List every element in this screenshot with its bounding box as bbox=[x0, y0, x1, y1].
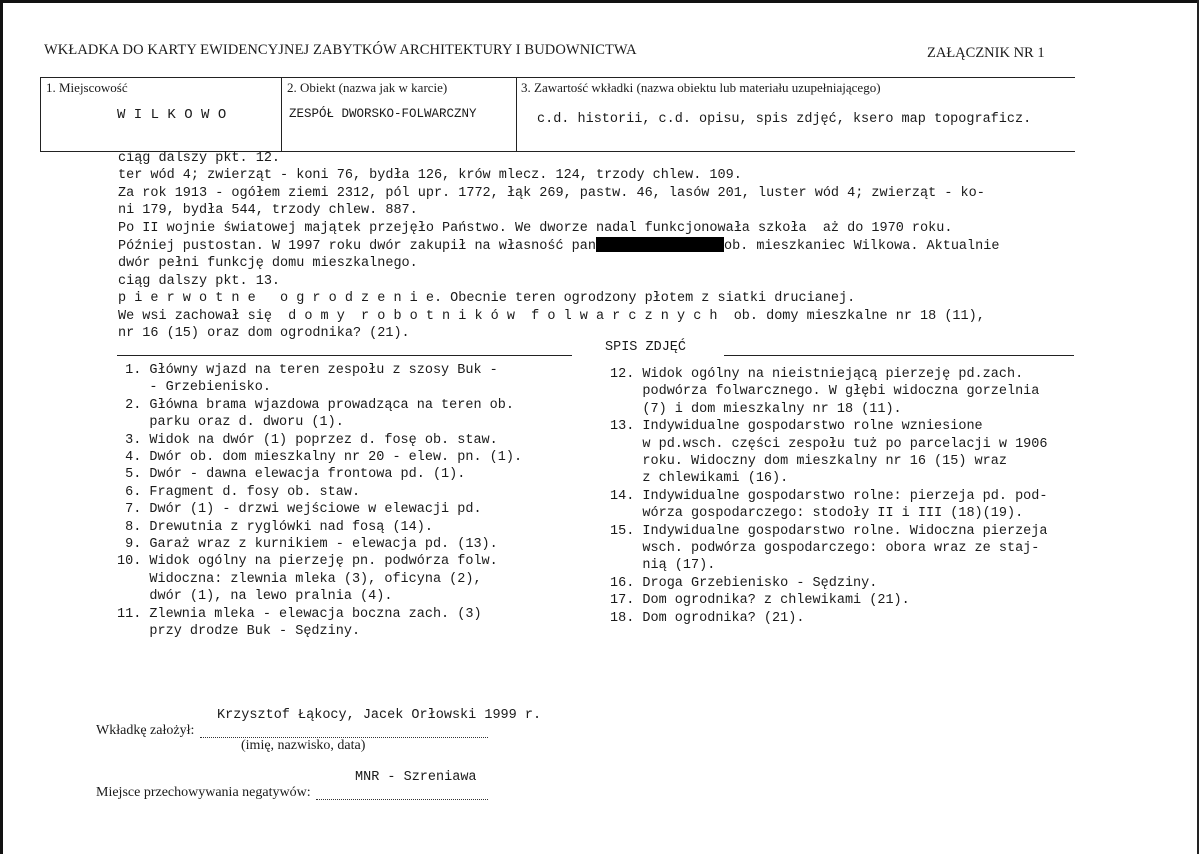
photo-list-item: 14. Indywidualne gospodarstwo rolne: pierzeja pd. pod- bbox=[610, 488, 1048, 504]
text-line: ter wód 4; zwierząt - koni 76, bydła 126, krów mlecz. 124, trzody chlew. 109. bbox=[118, 168, 742, 184]
photo-list-item: parku oraz d. dworu (1). bbox=[117, 415, 344, 431]
table-top-line bbox=[40, 77, 1075, 78]
photo-list-item: 18. Dom ogrodnika? (21). bbox=[610, 610, 805, 626]
photo-list-item: - Grzebienisko. bbox=[117, 380, 271, 396]
redaction-box bbox=[596, 237, 724, 252]
storage-line bbox=[316, 799, 488, 800]
photo-list-item: przy drodze Buk - Sędziny. bbox=[117, 624, 361, 640]
photo-list-item: 5. Dwór - dawna elewacja frontowa pd. (1). bbox=[117, 467, 466, 483]
label-contents: 3. Zawartość wkładki (nazwa obiektu lub materiału uzupełniającego) bbox=[521, 80, 881, 95]
photo-list-item: 2. Główna brama wjazdowa prowadząca na teren ob. bbox=[117, 397, 514, 413]
text-line: dwór pełni funkcję domu mieszkalnego. bbox=[118, 256, 418, 272]
photo-list-item: 13. Indywidualne gospodarstwo rolne wzniesione bbox=[610, 419, 983, 435]
photo-list-item: 4. Dwór ob. dom mieszkalny nr 20 - elew. pn. (1). bbox=[117, 450, 523, 466]
photo-list-item: (7) i dom mieszkalny nr 18 (11). bbox=[610, 401, 902, 417]
text-line: Po II wojnie światowej majątek przejęło Państwo. We dworze nadal funkcjonowała szkoła aż do 1970 roku. bbox=[118, 220, 953, 236]
photo-list-item: 11. Zlewnia mleka - elewacja boczna zach. (3) bbox=[117, 606, 482, 622]
label-object: 2. Obiekt (nazwa jak w karcie) bbox=[287, 80, 448, 95]
photo-list-item: 12. Widok ogólny na nieistniejącą pierzeję pd.zach. bbox=[610, 367, 1024, 382]
spis-divider-left bbox=[117, 355, 572, 356]
text-line: Za rok 1913 - ogółem ziemi 2312, pól upr. 1772, łąk 269, pastw. 46, lasów 201, luster wód 4; zwierząt - ko- bbox=[118, 185, 985, 201]
text-line-with-redaction bbox=[118, 237, 999, 255]
photo-list-item: podwórza folwarcznego. W głębi widoczna gorzelnia bbox=[610, 384, 1040, 400]
storage-value: MNR - Szreniawa bbox=[355, 770, 477, 785]
photo-list-item: 1. Główny wjazd na teren zespołu z szosy Buk - bbox=[117, 363, 498, 378]
table-divider-1 bbox=[281, 77, 282, 152]
photo-list-item: z chlewikami (16). bbox=[610, 471, 789, 487]
photo-list-item: 10. Widok ogólny na pierzeję pn. podwórza folw. bbox=[117, 554, 498, 570]
scan-border-top bbox=[0, 0, 1199, 3]
value-locality: W I L K O W O bbox=[117, 107, 227, 123]
text-line: We wsi zachował się d o m y r o b o t n i k ó w f o l w a r c z n y c h ob. domy mieszkalne nr 18 (11), bbox=[118, 308, 985, 324]
storage-label: Miejsce przechowywania negatywów: bbox=[96, 785, 311, 800]
text-line: p i e r w o t n e o g r o d z e n i e. Obecnie teren ogrodzony płotem z siatki drucianej. bbox=[118, 291, 856, 307]
photo-list-item: w pd.wsch. części zespołu tuż po parcelacji w 1906 bbox=[610, 436, 1048, 452]
photo-list-title: SPIS ZDJĘĆ bbox=[605, 340, 687, 355]
continuation-text bbox=[118, 150, 999, 342]
photo-list-item: 16. Droga Grzebienisko - Sędziny. bbox=[610, 575, 878, 591]
scan-border-left bbox=[0, 0, 3, 854]
photo-list-item: roku. Widoczny dom mieszkalny nr 16 (15) wraz bbox=[610, 454, 1007, 470]
photo-list-item: 6. Fragment d. fosy ob. staw. bbox=[117, 484, 361, 500]
photo-list-item: nią (17). bbox=[610, 558, 716, 574]
annex-number: ZAŁĄCZNIK NR 1 bbox=[927, 45, 1045, 61]
label-locality: 1. Miejscowość bbox=[46, 80, 128, 95]
photo-list-item: wsch. podwórza gospodarczego: obora wraz ze staj- bbox=[610, 541, 1040, 557]
photo-list-left bbox=[117, 362, 522, 641]
spis-divider-right bbox=[724, 355, 1074, 356]
text-line: ciąg dalszy pkt. 13. bbox=[118, 273, 281, 289]
text-line-part: ob. mieszkaniec Wilkowa. Aktualnie bbox=[723, 239, 1000, 255]
table-left-border bbox=[40, 77, 41, 152]
text-line: nr 16 (15) oraz dom ogrodnika? (21). bbox=[118, 326, 410, 342]
photo-list-item: 7. Dwór (1) - drzwi wejściowe w elewacji pd. bbox=[117, 502, 482, 518]
photo-list-item: 8. Drewutnia z ryglówki nad fosą (14). bbox=[117, 519, 433, 535]
photo-list-item: 9. Garaż wraz z kurnikiem - elewacja pd. (13). bbox=[117, 537, 498, 553]
document-title: WKŁADKA DO KARTY EWIDENCYJNEJ ZABYTKÓW ARCHITEKTURY I BUDOWNICTWA bbox=[44, 42, 637, 58]
value-contents: c.d. historii, c.d. opisu, spis zdjęć, ksero map topograficz. bbox=[537, 112, 1032, 127]
authors-value: Krzysztof Łąkocy, Jacek Orłowski 1999 r. bbox=[217, 708, 542, 723]
founded-by-hint: (imię, nazwisko, data) bbox=[241, 738, 366, 753]
text-line: ni 179, bydła 544, trzody chlew. 887. bbox=[118, 203, 418, 219]
photo-list-item: 3. Widok na dwór (1) poprzez d. fosę ob. staw. bbox=[117, 432, 498, 448]
text-line-part: Później pustostan. W 1997 roku dwór zakupił na własność pan bbox=[118, 239, 596, 255]
value-object: ZESPÓŁ DWORSKO-FOLWARCZNY bbox=[289, 107, 477, 121]
text-line: ciąg dalszy pkt. 12. bbox=[118, 151, 281, 166]
photo-list-right bbox=[610, 366, 1047, 627]
founded-by-label: Wkładkę założył: bbox=[96, 723, 195, 738]
table-divider-2 bbox=[516, 77, 517, 152]
photo-list-item: 17. Dom ogrodnika? z chlewikami (21). bbox=[610, 593, 910, 609]
photo-list-item: wórza gospodarczego: stodoły II i III (18)(19). bbox=[610, 506, 1024, 522]
photo-list-item: Widoczna: zlewnia mleka (3), oficyna (2), bbox=[117, 571, 482, 587]
photo-list-item: dwór (1), na lewo pralnia (4). bbox=[117, 589, 393, 605]
photo-list-item: 15. Indywidualne gospodarstwo rolne. Widoczna pierzeja bbox=[610, 523, 1048, 539]
